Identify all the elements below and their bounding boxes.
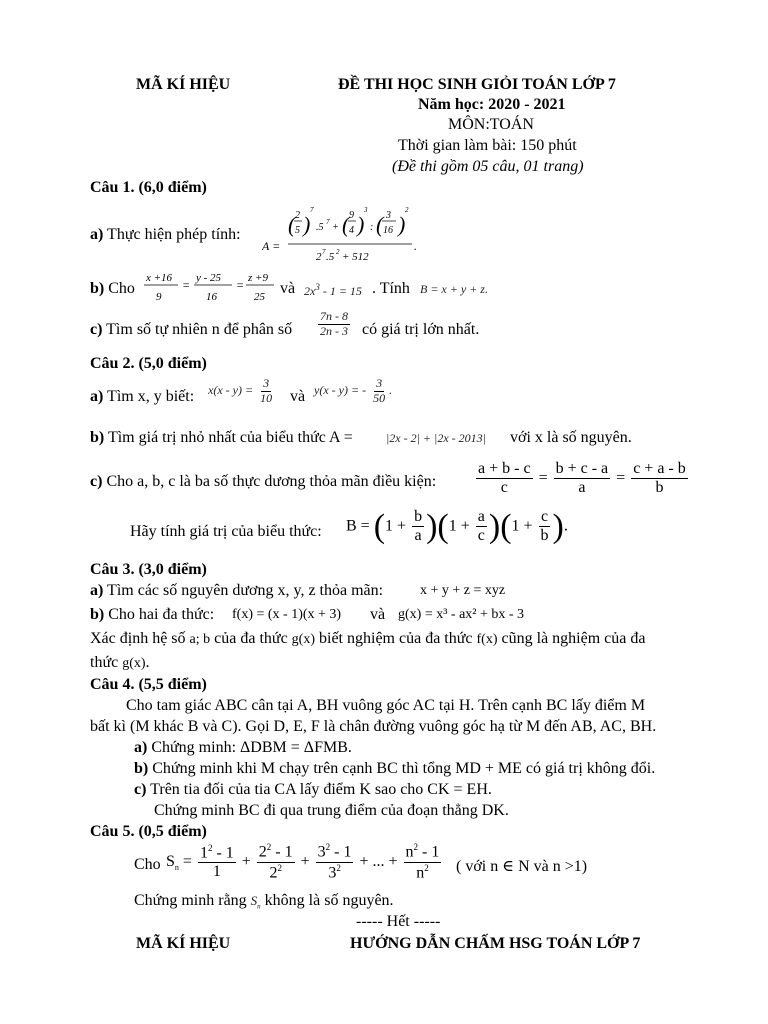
exam-note: (Đề thi gồm 05 câu, 01 trang): [392, 158, 584, 175]
q3b-and: và: [370, 606, 386, 623]
svg-text:z +9: z +9: [248, 272, 268, 284]
q2b-line: [90, 429, 353, 447]
q2b-text: Tìm giá trị nhỏ nhất của biểu thức A =: [107, 429, 353, 446]
q3-line4-g: g(x): [122, 656, 146, 671]
q2c-label: c): [90, 473, 103, 490]
q2c-expression: B = (1 + $\frac{b}{a}$ )(1 + $\frac{a}{c}$ )(1 + $\frac{c}{b}$ ).: [346, 507, 568, 545]
svg-text:x +16: x +16: [146, 272, 173, 284]
q4c-text: Trên tia đối của tia CA lấy điểm K sao cho CK = EH.: [150, 781, 492, 798]
q1b-target: B = x + y + z.: [420, 282, 488, 296]
question-1-title: Câu 1. (6,0 điểm): [90, 179, 207, 196]
q4b-text: Chứng minh khi M chạy trên cạnh BC thì tổng MD + ME có giá trị không đổi.: [152, 760, 656, 777]
q1b-line: [90, 280, 135, 298]
q3-line4: [90, 654, 150, 672]
svg-text:A =: A =: [262, 239, 281, 253]
svg-text:(: (: [288, 212, 296, 237]
q1b-label: b): [90, 280, 105, 297]
svg-text:=: =: [182, 278, 191, 292]
q1c-label: c): [90, 321, 103, 338]
svg-text:): ): [357, 212, 365, 237]
q2a-label: a): [90, 388, 104, 405]
q2c-text: Cho a, b, c là ba số thực dương thỏa mãn điều kiện:: [106, 473, 437, 490]
svg-text:9: 9: [156, 291, 162, 303]
q4-intro-1: Cho tam giác ABC cân tại A, BH vuông góc AC tại H. Trên cạnh BC lấy điểm M: [126, 697, 646, 714]
q1b-and: và: [280, 280, 296, 297]
svg-text:9: 9: [349, 210, 354, 221]
q4b-line: [134, 760, 655, 778]
q1c-text: Tìm số tự nhiên n để phân số: [106, 321, 293, 338]
q2b-expr: |2x - 2| + |2x - 2013|: [386, 431, 486, 445]
q2a-and: và: [290, 388, 306, 405]
q3-line3-d: cũng là nghiệm của đa: [501, 630, 646, 647]
q3-line4-a: thức: [90, 654, 119, 671]
q3-line3-f: f(x): [476, 632, 498, 647]
q3-line3-a: Xác định hệ số: [90, 630, 186, 647]
q3-line3-g: g(x): [291, 632, 315, 647]
time-limit: Thời gian làm bài: 150 phút: [398, 137, 577, 154]
q3b-f: f(x) = (x - 1)(x + 3): [232, 607, 342, 622]
q5-formula: $S_n$ = $\frac{1^2 - 1}{1}$ + $\frac{2^2 - 1}{2^2}$ + $\frac{3^2 - 1}{3^2}$ + ... + $\frac{n^2 - 1}{n^2}$: [166, 842, 440, 882]
svg-text:2: 2: [405, 206, 409, 214]
q4a-text: Chứng minh: ΔDBM = ΔFMB.: [151, 739, 352, 756]
q3b-label: b): [90, 606, 105, 623]
svg-text:7: 7: [310, 206, 314, 214]
svg-text:25: 25: [254, 291, 265, 303]
q2a-eq2: y(x - y) = - $\frac{3}{50}$ .: [314, 376, 393, 405]
q4b-label: b): [134, 760, 149, 777]
q1b-eq2: $2x^3 - 1 = 15$: [304, 282, 362, 298]
svg-text:(: (: [342, 212, 350, 237]
q5-prove-tail: không là số nguyên.: [264, 892, 394, 909]
svg-text:2: 2: [295, 210, 300, 221]
q3b-line: [90, 606, 214, 624]
q1a-text: Thực hiện phép tính:: [107, 226, 241, 243]
svg-text:.5: .5: [316, 222, 324, 233]
end-marker: ----- Hết -----: [356, 913, 441, 930]
q2c-line: [90, 473, 436, 491]
q3a-line: [90, 582, 383, 600]
question-5-title: Câu 5. (0,5 điểm): [90, 823, 207, 840]
q1c-line: [90, 321, 292, 339]
q1c-fraction: $\frac{7n - 8}{2n - 3}$: [320, 309, 348, 338]
q5-condition: ( với n ∈ N và n >1): [456, 858, 588, 875]
q4c-line: [134, 781, 492, 799]
question-2-title: Câu 2. (5,0 điểm): [90, 355, 207, 372]
school-year: Năm học: 2020 - 2021: [418, 96, 566, 113]
q1b-tinh: . Tính: [372, 280, 410, 297]
q3a-eq: x + y + z = xyz: [420, 583, 506, 598]
svg-text:.5: .5: [326, 251, 335, 263]
svg-text:4: 4: [349, 225, 354, 236]
svg-text::: :: [370, 222, 374, 233]
q3-line4-dot: .: [145, 654, 150, 671]
q3a-text: Tìm các số nguyên dương x, y, z thỏa mãn:: [107, 582, 384, 599]
svg-text:3: 3: [364, 206, 368, 214]
svg-text:=: =: [236, 278, 245, 292]
q3a-label: a): [90, 582, 104, 599]
q5-cho: Cho: [134, 856, 161, 873]
question-3-title: Câu 3. (3,0 điểm): [90, 561, 207, 578]
q5-prove: Chứng minh rằng: [134, 892, 247, 909]
svg-text:2: 2: [316, 251, 322, 263]
question-4-title: Câu 4. (5,5 điểm): [90, 676, 207, 693]
svg-text:+: +: [332, 222, 339, 233]
q2b-label: b): [90, 429, 105, 446]
svg-text:(: (: [376, 212, 384, 237]
q3-line3: [90, 630, 645, 648]
q3b-text: Cho hai đa thức:: [108, 606, 215, 623]
q4c-text-2: Chứng minh BC đi qua trung điểm của đoạn thẳng DK.: [154, 802, 509, 819]
q2b-tail: với x là số nguyên.: [510, 429, 632, 446]
q5-sn: $S_n$: [250, 893, 261, 911]
q1a-formula-svg: [262, 202, 422, 268]
q2a-text: Tìm x, y biết:: [107, 388, 195, 405]
svg-text:y - 25: y - 25: [196, 272, 222, 284]
svg-text:16: 16: [383, 225, 393, 236]
q2a-eq1: x(x - y) = $\frac{3}{10}$: [208, 376, 273, 405]
svg-text:5: 5: [295, 225, 300, 236]
q1a-formula: [262, 202, 422, 268]
subject: MÔN:TOÁN: [448, 116, 534, 133]
svg-text:7: 7: [326, 218, 330, 226]
svg-text:16: 16: [206, 291, 217, 303]
q4a-label: a): [134, 739, 148, 756]
q4a-line: [134, 739, 352, 757]
answer-key-title: HƯỚNG DẪN CHẤM HSG TOÁN LỚP 7: [350, 935, 641, 952]
q2c-hay: Hãy tính giá trị của biểu thức:: [130, 523, 322, 540]
q2c-condition: $\frac{a + b - c}{c}$ = $\frac{b + c - a}{a}$ = $\frac{c + a - b}{b}$: [478, 460, 686, 497]
svg-text:): ): [303, 212, 311, 237]
svg-text:): ): [398, 212, 406, 237]
svg-text:7: 7: [322, 248, 326, 256]
q3-line3-ab: a; b: [189, 632, 211, 647]
q1a-label: a): [90, 226, 104, 243]
svg-text:2: 2: [336, 248, 340, 256]
q3-line3-c: biết nghiệm của đa thức: [319, 630, 473, 647]
q1a-line: [90, 226, 241, 244]
q3b-g: g(x) = x³ - ax² + bx - 3: [398, 607, 525, 622]
exam-title: ĐỀ THI HỌC SINH GIỎI TOÁN LỚP 7: [338, 76, 616, 93]
q1b-text: Cho: [108, 280, 135, 297]
svg-text:.: .: [414, 239, 417, 253]
svg-text:3: 3: [386, 210, 391, 221]
answer-code-label: MÃ KÍ HIỆU: [136, 935, 231, 952]
q4c-label: c): [134, 781, 147, 798]
q2a-line: [90, 388, 194, 406]
exam-code-label: MÃ KÍ HIỆU: [136, 76, 231, 93]
q3-line3-b: của đa thức: [214, 630, 288, 647]
svg-text:+ 512: + 512: [342, 251, 369, 263]
q4-intro-2: bất kì (M khác B và C). Gọi D, E, F là chân đường vuông góc hạ từ M đến AB, AC, BH.: [90, 718, 657, 735]
q5-prove-line: [134, 892, 394, 911]
q1c-tail: có giá trị lớn nhất.: [362, 321, 480, 338]
